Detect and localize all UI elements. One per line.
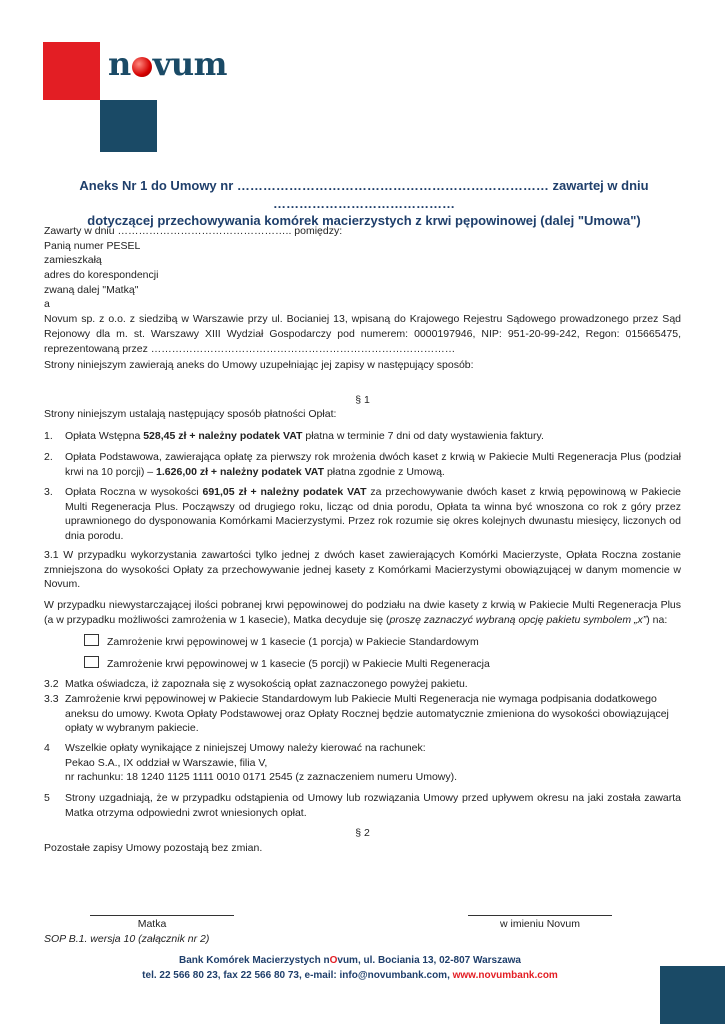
title-line-2: dotyczącej przechowywania komórek macierzystych z krwi pępowinowej (dalej "Umowa"): [87, 213, 641, 229]
payment-item-2: [44, 450, 681, 479]
paragraph-3-1: 3.1 W przypadku wykorzystania zawartości tylko jednej z dwóch kaset zawierających Komórki Macierzyste, Opłata Roczna zostanie zmniejszona do wysokości Opłaty za przechowywanie jednej kasety z Komórkami Macierzystymi obowiązującej w danym momencie w Novum.: [44, 549, 681, 591]
and-line: a: [44, 298, 50, 311]
item-number: 5: [44, 792, 50, 804]
residence-line: zamieszkałą: [44, 254, 102, 267]
option-multi-checkbox[interactable]: [84, 656, 99, 668]
document-title: [44, 177, 684, 230]
section-1-heading: § 1: [355, 394, 370, 406]
novum-signature-line: [468, 915, 612, 916]
mother-name-line: Panią numer PESEL: [44, 239, 141, 252]
logo-red-square: [43, 42, 100, 100]
corner-blue-square: [660, 966, 725, 1024]
sop-version: SOP B.1. wersja 10 (załącznik nr 2): [44, 933, 210, 945]
item-text: Strony uzgadniają, że w przypadku odstąpienia od Umowy lub rozwiązania Umowy przed upływem okresu na jaki została zawarta Matka otrzyma odpowiedni zwrot wniesionych opłat.: [65, 792, 681, 819]
item-number: 3.: [44, 486, 53, 498]
correspondence-line: adres do korespondencji: [44, 269, 159, 282]
website-link[interactable]: www.novumbank.com: [452, 970, 558, 981]
package-choice-text: [44, 598, 681, 627]
fee-amount: 691,05 zł + należny podatek VAT: [202, 486, 367, 498]
choice-instruction: proszę zaznaczyć wybraną opcję pakietu symbolem „x”: [389, 613, 647, 626]
payment-item-4: [44, 741, 681, 785]
mother-alias-line: zwaną dalej "Matką": [44, 283, 139, 296]
item-number: 4: [44, 742, 50, 754]
bank-name: Pekao S.A., IX oddział w Warszawie, filia V,: [65, 756, 268, 769]
item-text: Opłata Roczna w wysokości: [65, 486, 203, 498]
option-standard[interactable]: [84, 634, 684, 650]
option-standard-label: Zamrożenie krwi pępowinowej w 1 kasecie (1 porcja) w Pakiecie Standardowym: [107, 636, 479, 648]
paragraph-3-3: [44, 692, 681, 736]
bank-account-number: nr rachunku: 18 1240 1125 1111 0010 0171 2545 (z zaznaczeniem numeru Umowy).: [65, 771, 458, 784]
account-intro: Wszelkie opłaty wynikające z niniejszej Umowy należy kierować na rachunek:: [65, 742, 426, 754]
section-2-text: Pozostałe zapisy Umowy pozostają bez zmian.: [44, 842, 263, 854]
footer-logo-letter: O: [329, 955, 338, 966]
parties-block: [44, 224, 681, 356]
item-number: 1.: [44, 430, 53, 442]
item-text: płatna w terminie 7 dni od daty wystawienia faktury.: [302, 430, 544, 442]
item-text: za przechowywanie dwóch kaset z krwią pępowinową w Pakiecie Multi Regeneracja Plus. Począwszy od drugiego roku, licząc od dnia porodu, Opłata ta winna być wnoszona co rok z góry przez uprawnionego do dysponowania Komórkami Macierzystymi. Przez rok rozumie się okres kolejnych dwunastu miesięcy, liczonych od dnia porodu.: [65, 486, 682, 543]
payment-item-3: [44, 485, 681, 544]
item-text: Matka oświadcza, iż zapoznała się z wysokością opłat zaznaczonego powyżej pakietu.: [65, 678, 468, 690]
section-2-heading: § 2: [355, 827, 370, 839]
logo-ball-icon: [132, 57, 152, 77]
option-multi-label: Zamrożenie krwi pępowinowej w 1 kasecie (5 porcji) w Pakiecie Multi Regeneracja: [107, 658, 490, 670]
title-line-1: Aneks Nr 1 do Umowy nr ……………………………………………………………… zawartej w dniu ……………………………………: [79, 178, 649, 211]
fee-amount: 1.626,00 zł + należny podatek VAT: [156, 465, 325, 478]
footer-text: vum, ul. Bociania 13, 02-807 Warszawa: [337, 955, 521, 966]
intro-text: Strony niniejszym zawierają aneks do Umowy uzupełniając jej zapisy w następujący sposób:: [44, 359, 474, 371]
mother-signature-label: Matka: [137, 918, 167, 930]
footer: [80, 953, 620, 983]
option-multi[interactable]: [84, 656, 684, 672]
footer-address: [80, 953, 620, 968]
payment-item-5: [44, 791, 681, 820]
item-text: Opłata Podstawowa, zawierająca opłatę za pierwszy rok mrożenia dwóch kaset z krwią w Pakiecie Multi Regeneracja Plus (podział krwi na 10 porcji) –: [65, 451, 681, 478]
section-1-lead: Strony niniejszym ustalają następujący sposób płatności Opłat:: [44, 408, 337, 420]
mother-signature-line: [90, 915, 234, 916]
item-number: 3.3: [44, 693, 59, 705]
footer-contact: [80, 968, 620, 983]
paragraph-3-2: [44, 677, 681, 692]
logo-blue-square: [100, 100, 157, 152]
item-text: Opłata Wstępna: [65, 430, 144, 442]
footer-text: Bank Komórek Macierzystych n: [178, 955, 330, 966]
contract-date-line: Zawarty w dniu ………………………………………….. pomiędzy:: [44, 225, 343, 237]
novum-logo: n vum: [108, 45, 227, 83]
choice-text: W przypadku niewystarczającej ilości pobranej krwi pępowinowej do podziału na dwie kasety z krwią w Pakiecie Multi Regeneracja Plus (a w przypadku możliwości zamrożenia w 1 kasecie), Matka decyduje się (: [44, 599, 681, 626]
novum-signature-label: w imieniu Novum: [500, 918, 580, 930]
item-number: 2.: [44, 451, 53, 463]
fee-amount: 528,45 zł + należny podatek VAT: [143, 430, 303, 442]
choice-text: ) na:: [646, 613, 668, 626]
option-standard-checkbox[interactable]: [84, 634, 99, 646]
payment-item-1: [44, 429, 681, 444]
novum-company-line: Novum sp. z o.o. z siedzibą w Warszawie przy ul. Bocianiej 13, wpisaną do Krajowego Rejestru Sądowego prowadzonego przez Sąd Rejonowy dla m. st. Warszawy XIII Wydział Gospodarczy pod numerem: 0000197946, NIP: 951-20-99-242, Regon: 015665475, reprezentowaną przez ……………………………………………………………………………: [44, 313, 681, 355]
item-text: Zamrożenie krwi pępowinowej w Pakiecie Standardowym lub Pakiecie Multi Regeneracja nie wymaga podpisania dodatkowego aneksu do umowy. Kwota Opłaty Podstawowej oraz Opłaty Rocznej będzie automatycznie zmieniona do wysokości obowiązującej opłaty w wybranym pakiecie.: [65, 693, 669, 735]
item-number: 3.2: [44, 678, 59, 690]
footer-text: tel. 22 566 80 23, fax 22 566 80 73, e-mail: info@novumbank.com,: [142, 970, 453, 981]
item-text: płatna zgodnie z Umową.: [324, 465, 445, 478]
